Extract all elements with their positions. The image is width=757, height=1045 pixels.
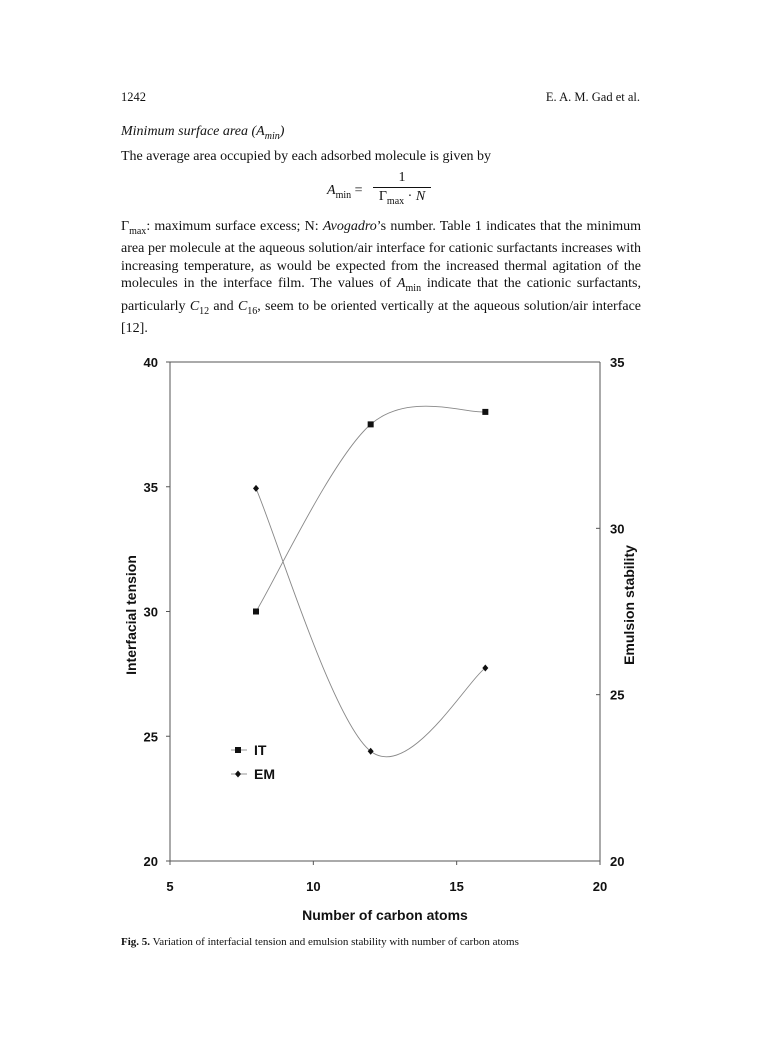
series-curves [256,406,485,757]
legend-marker-it [235,747,241,753]
caption-label: Fig. 5. [121,936,151,948]
formula-denominator [373,188,431,207]
x-tick-label: 15 [449,879,464,894]
intro-paragraph: The average area occupied by each adsorbed molecule is given by [121,149,492,164]
series-line-em [256,488,485,756]
x-tick-label: 5 [166,879,174,894]
y-right-tick-label: 35 [610,355,625,370]
page-number: 1242 [121,90,146,104]
avogadro-text: Avogadro [322,219,377,234]
gamma-sub: max [129,225,147,237]
gamma-symbol: Γ [121,219,130,234]
series-markers [253,409,488,755]
para-part-5: , seem to be oriented vertically at the aqueous solution/air interface [12]. [121,298,641,336]
formula-lhs-sub: min [335,189,352,201]
formula-lhs [327,183,363,201]
y-right-tick-label: 20 [610,854,625,869]
axis-tick-labels [144,355,625,894]
caption-text: Variation of interfacial tension and emulsion stability with number of carbon atoms [150,936,519,948]
formula-fraction [373,170,431,207]
section-heading [121,124,284,142]
chart-legend [231,742,275,782]
marker-it [368,421,374,427]
y-axis-label-right: Emulsion stability [621,545,637,665]
x-tick-label: 20 [592,879,608,894]
y-left-tick-label: 35 [143,479,158,495]
para-part-3: indicate that the cationic surfactants, particularly [121,276,642,314]
y-right-tick-label: 30 [610,521,625,537]
c12-var: C [189,298,200,314]
y-left-tick-label: 30 [143,604,158,620]
x-axis-label: Number of carbon atoms [302,907,468,923]
marker-em [368,748,374,755]
formula-lhs-var: A [327,183,336,198]
formula-gamma: Γ [378,189,387,204]
c16-var: C [237,298,248,314]
x-tick-label: 10 [306,879,321,894]
c16-sub: 16 [247,305,258,317]
marker-em [482,665,488,672]
body-paragraph [121,218,641,337]
legend-marker-em [235,771,241,778]
heading-end: ) [279,124,285,139]
running-head: E. A. M. Gad et al. [545,90,640,104]
y-left-tick-label: 40 [143,355,158,370]
formula-numerator: 1 [373,170,431,188]
plot-frame [170,362,600,861]
y-axis-label-left: Interfacial tension [123,555,139,675]
figure-caption [121,936,641,948]
para-part-1: : maximum surface excess; N: [146,219,323,234]
formula-gamma-sub: max [386,195,405,207]
formula-equals: = [354,183,363,198]
marker-it [482,409,488,415]
heading-sub: min [264,130,280,142]
formula-dot: · [404,189,416,204]
y-left-tick-label: 20 [143,854,158,869]
amin-var: A [396,276,406,292]
marker-em [253,485,259,492]
y-right-tick-label: 25 [610,687,625,703]
legend-label-it: IT [254,742,267,758]
para-part-4: and [209,298,238,314]
para-part-2: ’s number. Table 1 indicates that the minimum area per molecule at the aqueous solution/air interface for cationic surfactants increases with increasing temperature, as would be expected from the increased thermal agitation of the molecules in the interface film. The values of [121,219,641,292]
marker-it [253,609,259,615]
c12-sub: 12 [199,305,210,317]
figure-5-chart [100,345,660,930]
formula-n: N [415,189,426,204]
y-left-tick-label: 25 [143,729,158,745]
legend-label-em: EM [254,766,275,782]
amin-sub: min [405,283,422,295]
heading-text: Minimum surface area (A [121,124,265,139]
series-line-it [256,406,485,611]
axis-ticks [166,362,600,865]
formula-amin [327,170,437,212]
